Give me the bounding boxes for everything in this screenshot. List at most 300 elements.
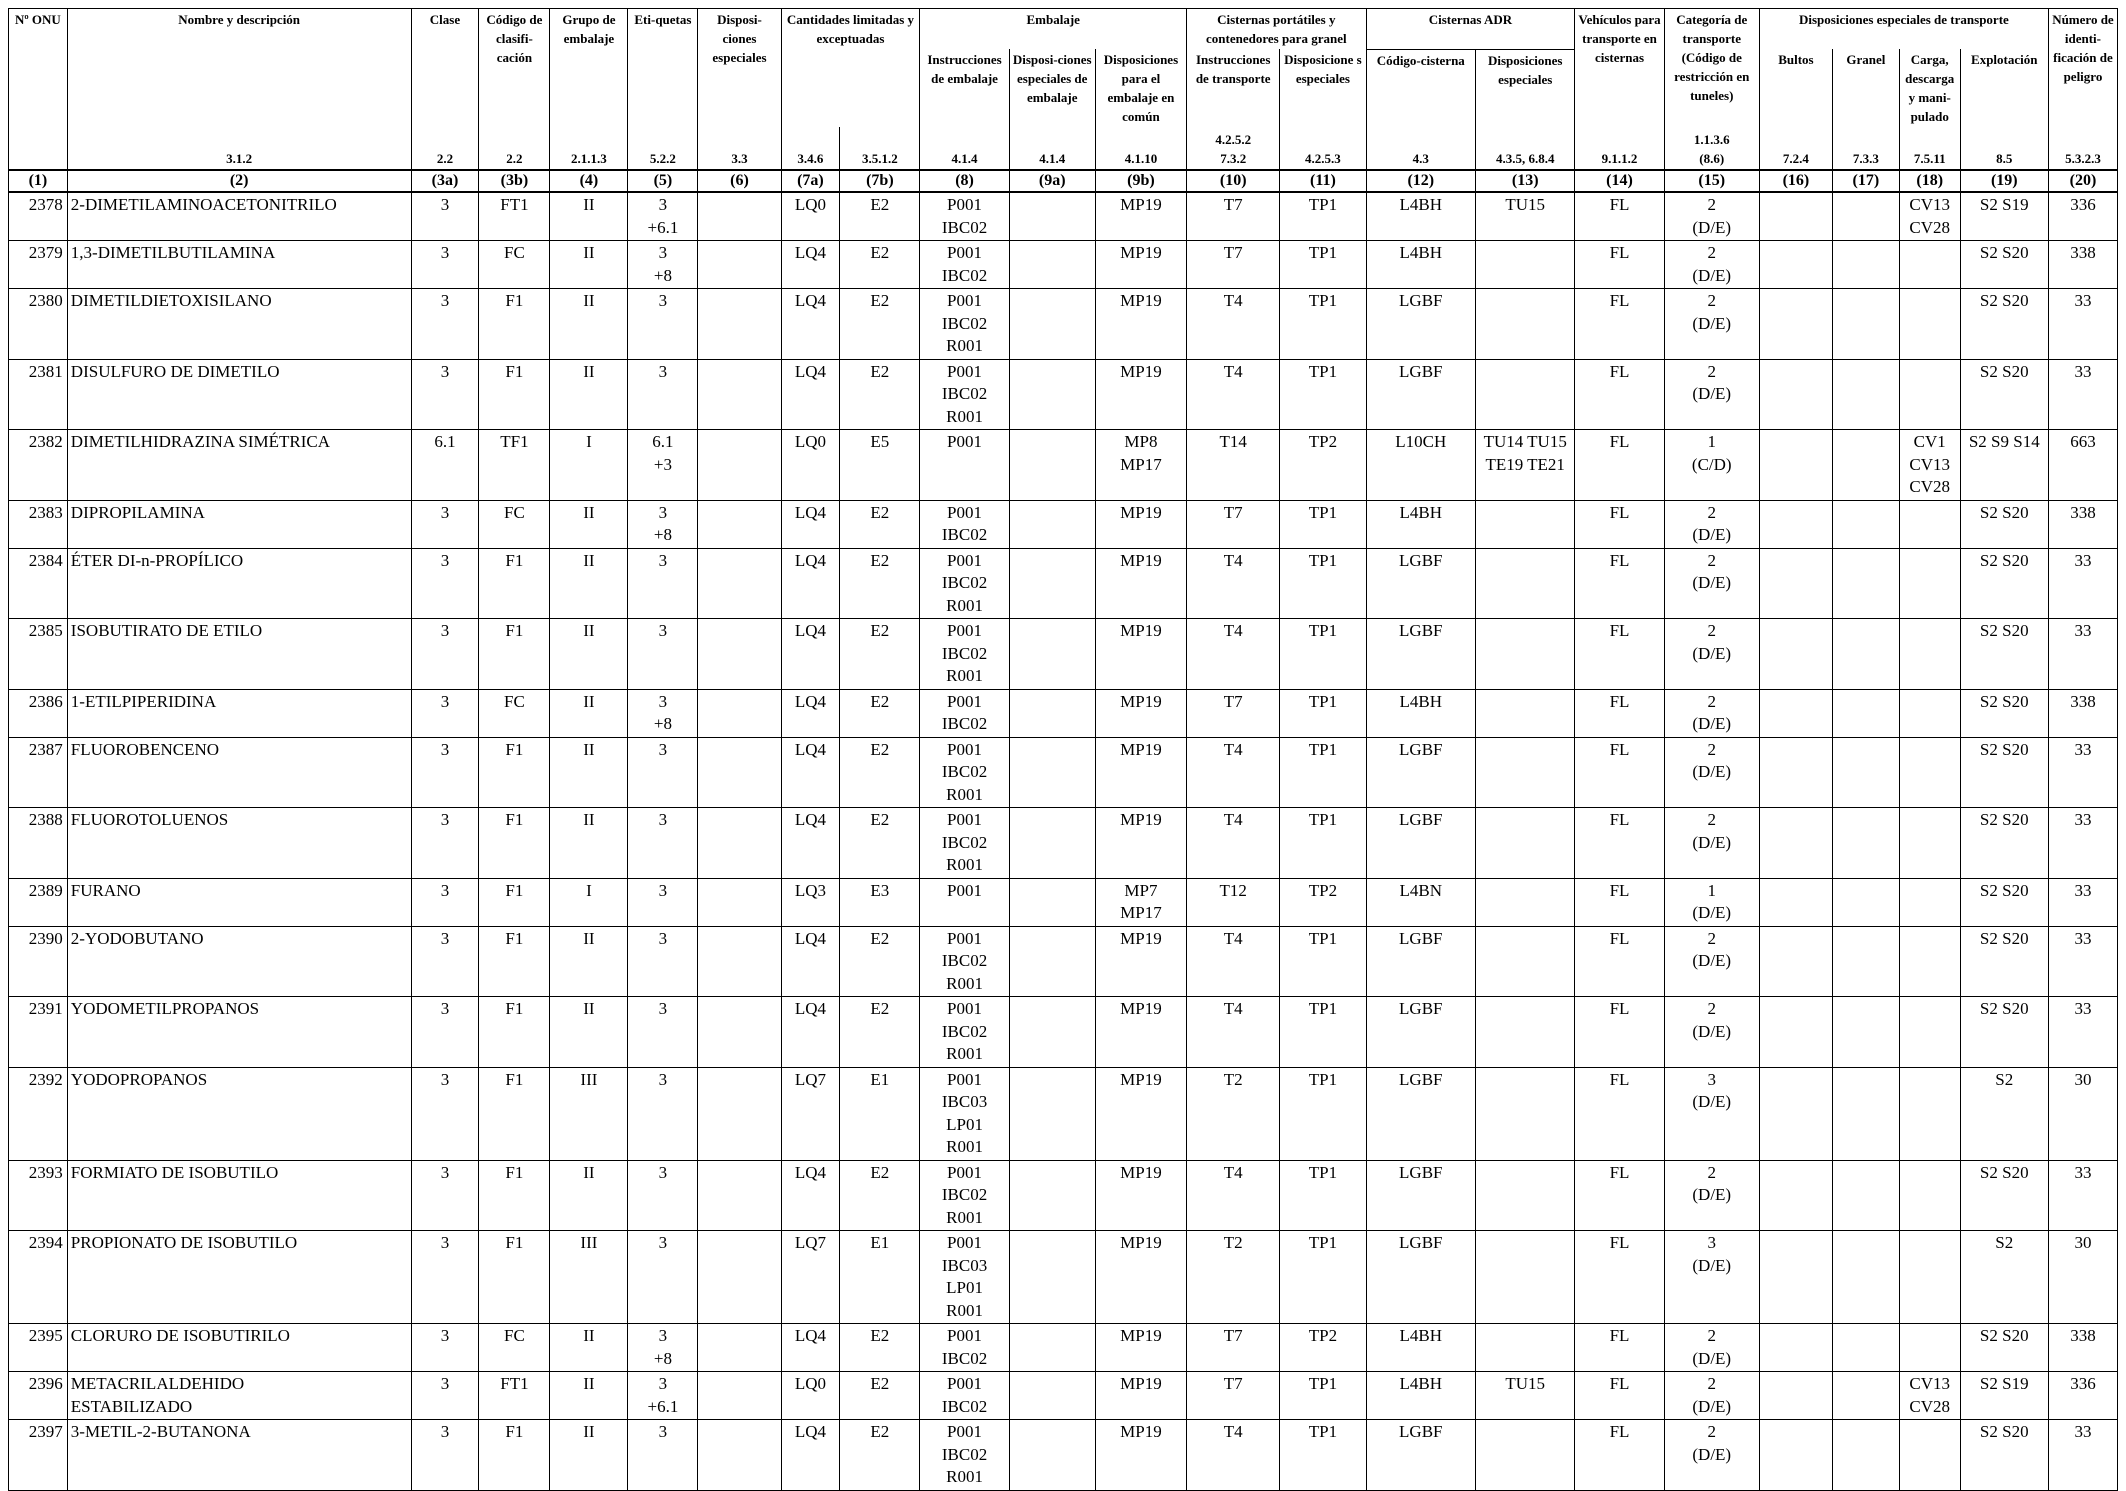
cell-explotacion: S2 S20 (1960, 1160, 2048, 1231)
cell-numero-peligro: 336 (2048, 1372, 2117, 1420)
cell-cist-instrucciones: T4 (1187, 619, 1280, 690)
cell-grupo: II (550, 737, 628, 808)
cell-emb-comun: MP19 (1095, 500, 1186, 548)
cell-categoria: 3 (D/E) (1664, 1231, 1759, 1324)
cell-categoria: 2 (D/E) (1664, 548, 1759, 619)
cell-clase: 3 (411, 689, 479, 737)
header-disposiciones: Disposi-ciones especiales (698, 9, 781, 128)
cell-bultos (1759, 1231, 1832, 1324)
column-number: (5) (628, 170, 698, 192)
cell-emb-comun: MP19 (1095, 997, 1186, 1068)
cell-cant-exceptuadas: E2 (840, 192, 920, 241)
cell-vehiculos: FL (1575, 1324, 1664, 1372)
cell-cist-instrucciones: T14 (1187, 430, 1280, 501)
cell-explotacion: S2 (1960, 1067, 2048, 1160)
cell-cist-disposiciones: TP1 (1280, 241, 1366, 289)
cell-cant-exceptuadas: E2 (840, 997, 920, 1068)
cell-adr-codigo: L4BH (1366, 689, 1476, 737)
cell-cist-disposiciones: TP1 (1280, 926, 1366, 997)
cell-carga (1899, 1160, 1960, 1231)
cell-emb-instrucciones: P001 IBC02 R001 (920, 737, 1009, 808)
cell-cist-instrucciones: T4 (1187, 997, 1280, 1068)
cell-cant-exceptuadas: E2 (840, 1324, 920, 1372)
cell-emb-disposiciones (1009, 1160, 1095, 1231)
cell-categoria: 2 (D/E) (1664, 619, 1759, 690)
cell-carga (1899, 500, 1960, 548)
cell-emb-instrucciones: P001 IBC03 LP01 R001 (920, 1231, 1009, 1324)
cell-carga: CV13 CV28 (1899, 1372, 1960, 1420)
cell-cist-instrucciones: T7 (1187, 192, 1280, 241)
cell-adr-codigo: LGBF (1366, 1067, 1476, 1160)
cell-name: FURANO (67, 878, 411, 926)
cell-cist-instrucciones: T7 (1187, 241, 1280, 289)
cell-cist-disposiciones: TP1 (1280, 619, 1366, 690)
cell-explotacion: S2 S20 (1960, 359, 2048, 430)
cell-bultos (1759, 548, 1832, 619)
cell-disposiciones (698, 289, 781, 360)
cell-cant-limitadas: LQ0 (781, 430, 840, 501)
cell-bultos (1759, 808, 1832, 879)
cell-codigo: F1 (479, 1420, 550, 1491)
cell-etiquetas: 3 (628, 1420, 698, 1491)
cell-name: 1-ETILPIPERIDINA (67, 689, 411, 737)
cell-cist-disposiciones: TP2 (1280, 430, 1366, 501)
cell-name: ÉTER DI-n-PROPÍLICO (67, 548, 411, 619)
cell-disposiciones (698, 619, 781, 690)
cell-emb-comun: MP7 MP17 (1095, 878, 1186, 926)
cell-name: YODOPROPANOS (67, 1067, 411, 1160)
header-onu: Nº ONU (9, 9, 68, 128)
cell-clase: 3 (411, 548, 479, 619)
header-adr-codigo: Código-cisterna (1366, 49, 1476, 127)
cell-clase: 3 (411, 997, 479, 1068)
cell-onu: 2396 (9, 1372, 68, 1420)
cell-numero-peligro: 30 (2048, 1231, 2117, 1324)
cell-vehiculos: FL (1575, 689, 1664, 737)
cell-cant-limitadas: LQ7 (781, 1067, 840, 1160)
cell-clase: 3 (411, 737, 479, 808)
cell-onu: 2390 (9, 926, 68, 997)
cell-adr-codigo: LGBF (1366, 548, 1476, 619)
cell-adr-codigo: L4BH (1366, 1324, 1476, 1372)
cell-adr-codigo: LGBF (1366, 737, 1476, 808)
cell-emb-instrucciones: P001 IBC02 (920, 1372, 1009, 1420)
cell-name: FORMIATO DE ISOBUTILO (67, 1160, 411, 1231)
cell-clase: 3 (411, 1067, 479, 1160)
cell-name: 1,3-DIMETILBUTILAMINA (67, 241, 411, 289)
cell-cist-instrucciones: T4 (1187, 289, 1280, 360)
cell-adr-disposiciones (1476, 1160, 1575, 1231)
cell-vehiculos: FL (1575, 192, 1664, 241)
column-number: (20) (2048, 170, 2117, 192)
cell-bultos (1759, 241, 1832, 289)
cell-granel (1832, 241, 1899, 289)
cell-onu: 2380 (9, 289, 68, 360)
cell-name: YODOMETILPROPANOS (67, 997, 411, 1068)
cell-emb-disposiciones (1009, 1420, 1095, 1491)
cell-clase: 3 (411, 1324, 479, 1372)
cell-explotacion: S2 S19 (1960, 192, 2048, 241)
cell-carga (1899, 359, 1960, 430)
cell-adr-codigo: LGBF (1366, 359, 1476, 430)
cell-disposiciones (698, 430, 781, 501)
cell-grupo: II (550, 500, 628, 548)
header-codigo: Código de clasifi-cación (479, 9, 550, 128)
cell-explotacion: S2 S20 (1960, 500, 2048, 548)
cell-vehiculos: FL (1575, 1420, 1664, 1491)
cell-grupo: II (550, 289, 628, 360)
cell-granel (1832, 737, 1899, 808)
table-row (9, 1160, 2118, 1231)
cell-onu: 2379 (9, 241, 68, 289)
cell-carga (1899, 737, 1960, 808)
cell-adr-disposiciones (1476, 500, 1575, 548)
cell-cant-limitadas: LQ4 (781, 689, 840, 737)
cell-vehiculos: FL (1575, 548, 1664, 619)
cell-emb-comun: MP19 (1095, 1324, 1186, 1372)
cell-categoria: 2 (D/E) (1664, 926, 1759, 997)
cell-emb-disposiciones (1009, 737, 1095, 808)
cell-numero-peligro: 33 (2048, 808, 2117, 879)
cell-categoria: 2 (D/E) (1664, 359, 1759, 430)
cell-cant-exceptuadas: E3 (840, 878, 920, 926)
cell-cant-exceptuadas: E2 (840, 241, 920, 289)
cell-granel (1832, 878, 1899, 926)
cell-cant-exceptuadas: E2 (840, 619, 920, 690)
cell-cant-limitadas: LQ4 (781, 548, 840, 619)
cell-bultos (1759, 359, 1832, 430)
cell-numero-peligro: 33 (2048, 359, 2117, 430)
cell-emb-disposiciones (1009, 1324, 1095, 1372)
cell-explotacion: S2 S9 S14 (1960, 430, 2048, 501)
cell-carga (1899, 689, 1960, 737)
cell-disposiciones (698, 1420, 781, 1491)
column-number: (11) (1280, 170, 1366, 192)
cell-carga (1899, 997, 1960, 1068)
column-number: (17) (1832, 170, 1899, 192)
cell-adr-codigo: L10CH (1366, 430, 1476, 501)
cell-disposiciones (698, 926, 781, 997)
cell-carga: CV13 CV28 (1899, 192, 1960, 241)
cell-codigo: F1 (479, 619, 550, 690)
cell-categoria: 1 (D/E) (1664, 878, 1759, 926)
cell-onu: 2388 (9, 808, 68, 879)
table-header (9, 9, 2118, 193)
header-cisternas-disposiciones: Disposicione s especiales (1280, 49, 1366, 127)
cell-emb-comun: MP19 (1095, 808, 1186, 879)
cell-cist-instrucciones: T7 (1187, 500, 1280, 548)
cell-cant-exceptuadas: E2 (840, 1372, 920, 1420)
cell-vehiculos: FL (1575, 359, 1664, 430)
cell-explotacion: S2 S20 (1960, 737, 2048, 808)
cell-emb-instrucciones: P001 IBC02 R001 (920, 619, 1009, 690)
cell-adr-disposiciones (1476, 737, 1575, 808)
column-number: (12) (1366, 170, 1476, 192)
cell-vehiculos: FL (1575, 997, 1664, 1068)
cell-numero-peligro: 338 (2048, 241, 2117, 289)
cell-emb-instrucciones: P001 (920, 430, 1009, 501)
cell-emb-disposiciones (1009, 1372, 1095, 1420)
cell-onu: 2381 (9, 359, 68, 430)
cell-emb-disposiciones (1009, 548, 1095, 619)
cell-clase: 3 (411, 1420, 479, 1491)
cell-onu: 2387 (9, 737, 68, 808)
cell-adr-disposiciones (1476, 808, 1575, 879)
cell-categoria: 2 (D/E) (1664, 500, 1759, 548)
header-disp-transporte: Disposiciones especiales de transporte (1759, 9, 2048, 50)
cell-emb-disposiciones (1009, 1231, 1095, 1324)
cell-cist-disposiciones: TP1 (1280, 1372, 1366, 1420)
cell-numero-peligro: 33 (2048, 997, 2117, 1068)
ref-adr-codigo: 4.3 (1366, 127, 1476, 170)
cell-emb-disposiciones (1009, 689, 1095, 737)
table-row (9, 430, 2118, 501)
cell-carga (1899, 1231, 1960, 1324)
cell-grupo: II (550, 192, 628, 241)
cell-grupo: II (550, 359, 628, 430)
cell-cant-exceptuadas: E2 (840, 1160, 920, 1231)
cell-etiquetas: 3 (628, 1160, 698, 1231)
table-row (9, 808, 2118, 879)
cell-adr-disposiciones (1476, 1067, 1575, 1160)
cell-cist-disposiciones: TP1 (1280, 689, 1366, 737)
cell-cist-disposiciones: TP1 (1280, 1067, 1366, 1160)
cell-grupo: II (550, 1160, 628, 1231)
cell-cant-exceptuadas: E2 (840, 548, 920, 619)
cell-categoria: 2 (D/E) (1664, 241, 1759, 289)
cell-categoria: 2 (D/E) (1664, 1324, 1759, 1372)
cell-explotacion: S2 (1960, 1231, 2048, 1324)
cell-clase: 3 (411, 500, 479, 548)
cell-categoria: 2 (D/E) (1664, 289, 1759, 360)
cell-adr-codigo: LGBF (1366, 1231, 1476, 1324)
cell-grupo: III (550, 1067, 628, 1160)
cell-cant-exceptuadas: E5 (840, 430, 920, 501)
cell-categoria: 2 (D/E) (1664, 997, 1759, 1068)
cell-cant-limitadas: LQ4 (781, 737, 840, 808)
cell-categoria: 2 (D/E) (1664, 192, 1759, 241)
cell-etiquetas: 6.1 +3 (628, 430, 698, 501)
cell-cant-limitadas: LQ4 (781, 808, 840, 879)
cell-carga (1899, 548, 1960, 619)
cell-grupo: II (550, 1324, 628, 1372)
cell-clase: 3 (411, 926, 479, 997)
cell-cist-disposiciones: TP1 (1280, 500, 1366, 548)
header-granel: Granel (1832, 49, 1899, 127)
cell-granel (1832, 289, 1899, 360)
cell-cant-exceptuadas: E2 (840, 359, 920, 430)
cell-adr-codigo: LGBF (1366, 808, 1476, 879)
cell-cant-limitadas: LQ0 (781, 192, 840, 241)
cell-adr-codigo: LGBF (1366, 619, 1476, 690)
cell-disposiciones (698, 500, 781, 548)
cell-emb-instrucciones: P001 IBC02 (920, 500, 1009, 548)
cell-codigo: F1 (479, 808, 550, 879)
column-number: (9a) (1009, 170, 1095, 192)
cell-cist-instrucciones: T7 (1187, 1324, 1280, 1372)
cell-clase: 3 (411, 359, 479, 430)
cell-etiquetas: 3 +8 (628, 241, 698, 289)
cell-grupo: III (550, 1231, 628, 1324)
cell-emb-instrucciones: P001 IBC02 R001 (920, 997, 1009, 1068)
cell-onu: 2397 (9, 1420, 68, 1491)
header-embalaje: Embalaje (920, 9, 1187, 50)
cell-numero-peligro: 338 (2048, 689, 2117, 737)
cell-name: 3-METIL-2-BUTANONA (67, 1420, 411, 1491)
cell-bultos (1759, 997, 1832, 1068)
cell-explotacion: S2 S20 (1960, 689, 2048, 737)
ref-bultos: 7.2.4 (1759, 127, 1832, 170)
cell-vehiculos: FL (1575, 241, 1664, 289)
cell-clase: 3 (411, 808, 479, 879)
cell-emb-comun: MP19 (1095, 619, 1186, 690)
header-embalaje-instrucciones: Instrucciones de embalaje (920, 49, 1009, 127)
cell-numero-peligro: 33 (2048, 878, 2117, 926)
cell-adr-disposiciones (1476, 359, 1575, 430)
ref-embalaje-instr: 4.1.4 (920, 127, 1009, 170)
cell-cist-instrucciones: T7 (1187, 1372, 1280, 1420)
cell-codigo: F1 (479, 289, 550, 360)
cell-cist-instrucciones: T2 (1187, 1231, 1280, 1324)
cell-cant-limitadas: LQ4 (781, 1420, 840, 1491)
header-adr-disposiciones: Disposiciones especiales (1476, 49, 1575, 127)
cell-emb-comun: MP19 (1095, 1372, 1186, 1420)
cell-clase: 3 (411, 878, 479, 926)
cell-onu: 2393 (9, 1160, 68, 1231)
ref-grupo: 2.1.1.3 (550, 127, 628, 170)
cell-numero-peligro: 663 (2048, 430, 2117, 501)
cell-cist-disposiciones: TP1 (1280, 808, 1366, 879)
cell-disposiciones (698, 1231, 781, 1324)
cell-name: DIPROPILAMINA (67, 500, 411, 548)
cell-explotacion: S2 S20 (1960, 619, 2048, 690)
cell-name: DISULFURO DE DIMETILO (67, 359, 411, 430)
cell-adr-disposiciones (1476, 1420, 1575, 1491)
cell-codigo: F1 (479, 359, 550, 430)
cell-bultos (1759, 430, 1832, 501)
cell-explotacion: S2 S20 (1960, 1324, 2048, 1372)
cell-emb-disposiciones (1009, 241, 1095, 289)
column-number: (2) (67, 170, 411, 192)
column-number: (3a) (411, 170, 479, 192)
column-number: (13) (1476, 170, 1575, 192)
cell-codigo: FT1 (479, 1372, 550, 1420)
cell-emb-comun: MP19 (1095, 1160, 1186, 1231)
column-number: (1) (9, 170, 68, 192)
cell-disposiciones (698, 737, 781, 808)
cell-granel (1832, 997, 1899, 1068)
cell-cist-disposiciones: TP1 (1280, 737, 1366, 808)
cell-numero-peligro: 33 (2048, 737, 2117, 808)
cell-emb-instrucciones: P001 IBC02 R001 (920, 926, 1009, 997)
cell-adr-disposiciones (1476, 689, 1575, 737)
cell-name: FLUOROTOLUENOS (67, 808, 411, 879)
header-cisternas-instrucciones: Instrucciones de transporte (1187, 49, 1280, 127)
header-explotacion: Explotación (1960, 49, 2048, 127)
cell-adr-codigo: L4BH (1366, 500, 1476, 548)
cell-carga (1899, 1324, 1960, 1372)
cell-disposiciones (698, 1067, 781, 1160)
cell-etiquetas: 3 +8 (628, 1324, 698, 1372)
cell-cist-instrucciones: T2 (1187, 1067, 1280, 1160)
cell-cist-disposiciones: TP2 (1280, 1324, 1366, 1372)
cell-cist-instrucciones: T12 (1187, 878, 1280, 926)
cell-emb-instrucciones: P001 IBC02 (920, 192, 1009, 241)
cell-cant-limitadas: LQ4 (781, 289, 840, 360)
table-row (9, 1324, 2118, 1372)
cell-adr-disposiciones: TU15 (1476, 192, 1575, 241)
ref-name: 3.1.2 (67, 127, 411, 170)
cell-name: FLUOROBENCENO (67, 737, 411, 808)
cell-granel (1832, 689, 1899, 737)
column-number: (8) (920, 170, 1009, 192)
cell-emb-comun: MP19 (1095, 1067, 1186, 1160)
cell-clase: 3 (411, 1372, 479, 1420)
table-row (9, 1067, 2118, 1160)
cell-onu: 2378 (9, 192, 68, 241)
column-number: (6) (698, 170, 781, 192)
cell-vehiculos: FL (1575, 1231, 1664, 1324)
cell-clase: 3 (411, 1160, 479, 1231)
cell-etiquetas: 3 +8 (628, 689, 698, 737)
cell-emb-disposiciones (1009, 500, 1095, 548)
cell-etiquetas: 3 (628, 737, 698, 808)
cell-name: DIMETILHIDRAZINA SIMÉTRICA (67, 430, 411, 501)
cell-etiquetas: 3 (628, 997, 698, 1068)
column-number: (15) (1664, 170, 1759, 192)
table-body (9, 192, 2118, 1490)
cell-cant-limitadas: LQ4 (781, 241, 840, 289)
cell-emb-disposiciones (1009, 808, 1095, 879)
table-row (9, 192, 2118, 241)
cell-vehiculos: FL (1575, 430, 1664, 501)
cell-emb-comun: MP19 (1095, 241, 1186, 289)
cell-emb-disposiciones (1009, 878, 1095, 926)
cell-adr-disposiciones (1476, 548, 1575, 619)
cell-etiquetas: 3 (628, 548, 698, 619)
header-name: Nombre y descripción (67, 9, 411, 128)
cell-codigo: TF1 (479, 430, 550, 501)
cell-codigo: F1 (479, 878, 550, 926)
cell-grupo: II (550, 1420, 628, 1491)
cell-emb-instrucciones: P001 IBC02 (920, 241, 1009, 289)
cell-categoria: 2 (D/E) (1664, 737, 1759, 808)
header-carga: Carga, descarga y mani-pulado (1899, 49, 1960, 127)
cell-categoria: 3 (D/E) (1664, 1067, 1759, 1160)
cell-categoria: 2 (D/E) (1664, 808, 1759, 879)
cell-onu: 2389 (9, 878, 68, 926)
cell-adr-disposiciones (1476, 619, 1575, 690)
column-number: (7b) (840, 170, 920, 192)
cell-adr-disposiciones (1476, 241, 1575, 289)
table-row (9, 926, 2118, 997)
header-grupo: Grupo de embalaje (550, 9, 628, 128)
cell-codigo: F1 (479, 737, 550, 808)
cell-disposiciones (698, 1160, 781, 1231)
cell-grupo: I (550, 878, 628, 926)
cell-cist-disposiciones: TP1 (1280, 192, 1366, 241)
cell-emb-disposiciones (1009, 289, 1095, 360)
cell-cist-instrucciones: T4 (1187, 548, 1280, 619)
cell-adr-codigo: LGBF (1366, 1420, 1476, 1491)
cell-etiquetas: 3 +6.1 (628, 1372, 698, 1420)
cell-etiquetas: 3 (628, 1231, 698, 1324)
cell-vehiculos: FL (1575, 1372, 1664, 1420)
cell-granel (1832, 1067, 1899, 1160)
cell-cant-limitadas: LQ4 (781, 926, 840, 997)
cell-etiquetas: 3 (628, 619, 698, 690)
cell-vehiculos: FL (1575, 808, 1664, 879)
